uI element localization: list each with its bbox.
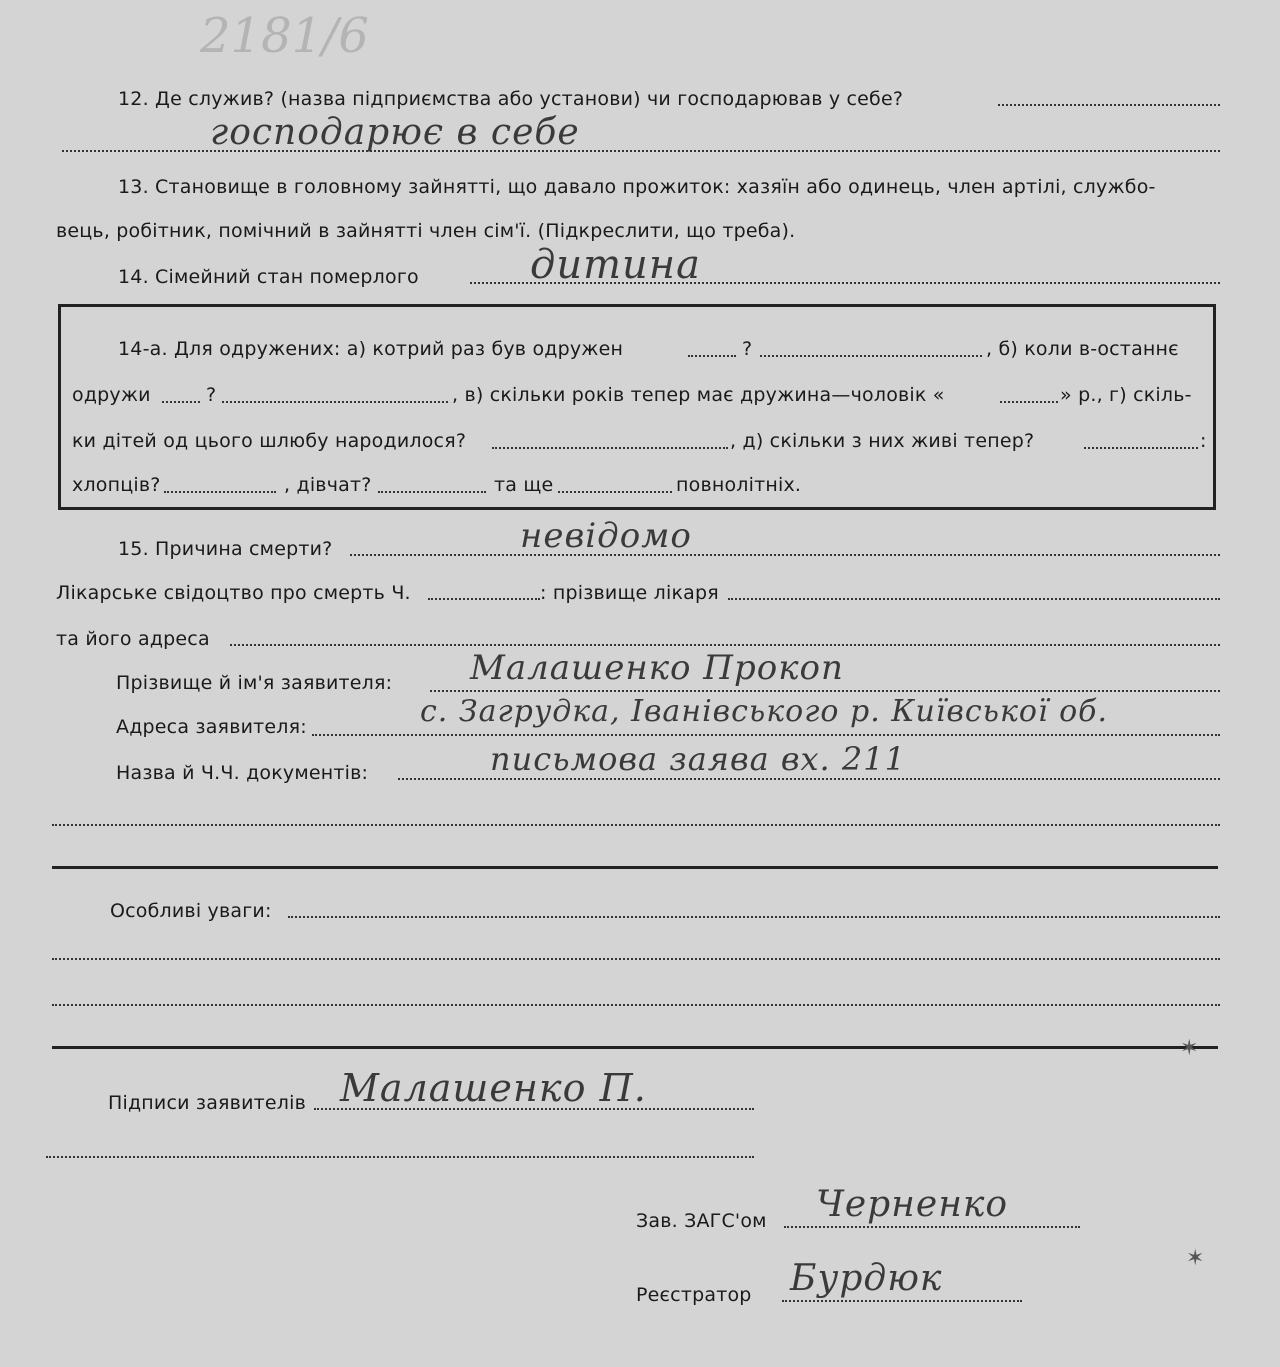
zags-head-dotted-line xyxy=(784,1226,1080,1228)
q14a-line-4c: та ще xyxy=(494,474,554,496)
q13-line-1: 13. Становище в головному зайнятті, що давало прожиток: хазяїн або одинець, член артілі, службо- xyxy=(118,176,1156,198)
zags-head-signature: Черненко xyxy=(816,1184,1009,1225)
q14a-dots xyxy=(162,401,200,403)
q14a-dots xyxy=(1000,401,1058,403)
q14a-dots xyxy=(688,355,736,357)
q14a-line-2d: » р., г) скіль- xyxy=(1060,384,1192,406)
married-details-box xyxy=(58,304,1216,510)
documents-handwritten: письмова заява вх. 211 xyxy=(490,740,906,778)
signatures-dotted-line-2 xyxy=(46,1156,754,1158)
medical-certificate-label: Лікарське свідоцтво про смерть Ч. xyxy=(56,582,411,604)
medical-dotted-line xyxy=(428,598,540,600)
q12-label: 12. Де служив? (назва підприємства або установи) чи господарював у себе? xyxy=(118,88,904,110)
q14a-dots xyxy=(760,355,982,357)
doctor-address-dotted-line xyxy=(230,644,1220,646)
q14a-dots xyxy=(222,401,448,403)
q14a-dots xyxy=(164,491,276,493)
remarks-label: Особливі уваги: xyxy=(110,900,272,922)
q14a-line-3a: ки дітей од цього шлюбу народилося? xyxy=(72,430,467,452)
q15-label: 15. Причина смерти? xyxy=(118,538,333,560)
applicant-name-handwritten: Малашенко Прокоп xyxy=(470,648,844,688)
registrar-label: Реєстратор xyxy=(636,1284,752,1306)
q14a-dots xyxy=(378,491,486,493)
applicant-address-dotted-line xyxy=(312,734,1220,736)
remarks-dotted-line-3 xyxy=(52,1004,1220,1006)
q14a-line-2c: , в) скільки років тепер має дружина—чоловік « xyxy=(452,384,945,406)
q14a-line-1b: ? xyxy=(742,338,753,360)
ink-blot: ✶ xyxy=(1186,1246,1205,1271)
section-divider xyxy=(52,1046,1218,1049)
q14a-dots xyxy=(1084,447,1198,449)
applicant-name-dotted-line xyxy=(430,690,1220,692)
q15-dotted-line xyxy=(350,554,1220,556)
doctor-surname-label: : прізвище лікаря xyxy=(540,582,719,604)
q14a-line-4d: повнолітніх. xyxy=(676,474,802,496)
q12-handwritten-answer: господарює в себе xyxy=(210,112,580,153)
documents-dotted-line xyxy=(398,778,1220,780)
remarks-dotted-line-2 xyxy=(52,958,1220,960)
ink-blot: ✶ xyxy=(1180,1036,1199,1061)
zags-head-label: Зав. ЗАГС'ом xyxy=(636,1210,767,1232)
q14a-line-4b: , дівчат? xyxy=(284,474,372,496)
documents-label: Назва й Ч.Ч. документів: xyxy=(116,762,369,784)
q14-handwritten-answer: дитина xyxy=(530,242,701,288)
archive-number-stamp: 2181/6 xyxy=(200,8,369,64)
documents-extra-dotted-line xyxy=(52,824,1220,826)
q14a-line-3b: , д) скільки з них живі тепер? xyxy=(730,430,1035,452)
q12-dotted-line xyxy=(998,104,1220,106)
q15-handwritten-answer: невідомо xyxy=(520,516,692,556)
remarks-dotted-line xyxy=(288,916,1220,918)
q14a-dots xyxy=(558,491,672,493)
doctor-address-label: та його адреса xyxy=(56,628,210,650)
applicant-signature: Малашенко П. xyxy=(340,1066,647,1110)
q14a-line-1a: 14-а. Для одружених: а) котрий раз був одружен xyxy=(118,338,624,360)
q14-label: 14. Сімейний стан померлого xyxy=(118,266,419,288)
applicant-address-handwritten: с. Загрудка, Іванівського р. Київської об. xyxy=(420,694,1109,729)
q14a-line-2b: ? xyxy=(206,384,217,406)
applicant-address-label: Адреса заявителя: xyxy=(116,716,307,738)
q14a-line-3c: : xyxy=(1200,430,1207,452)
q14a-line-2a: одружи xyxy=(72,384,151,406)
q14a-line-1c: , б) коли в-останнє xyxy=(986,338,1179,360)
q13-line-2: вець, робітник, помічний в зайнятті член сім'ї. (Підкреслити, що треба). xyxy=(56,220,796,242)
q14a-dots xyxy=(492,447,728,449)
registrar-dotted-line xyxy=(782,1300,1022,1302)
q14a-line-4a: хлопців? xyxy=(72,474,161,496)
registrar-signature: Бурдюк xyxy=(790,1258,943,1299)
q12-answer-line xyxy=(62,150,1220,152)
section-divider xyxy=(52,866,1218,869)
doctor-dotted-line xyxy=(728,598,1220,600)
applicant-signatures-label: Підписи заявителів xyxy=(108,1092,307,1114)
applicant-name-label: Прізвище й ім'я заявителя: xyxy=(116,672,393,694)
